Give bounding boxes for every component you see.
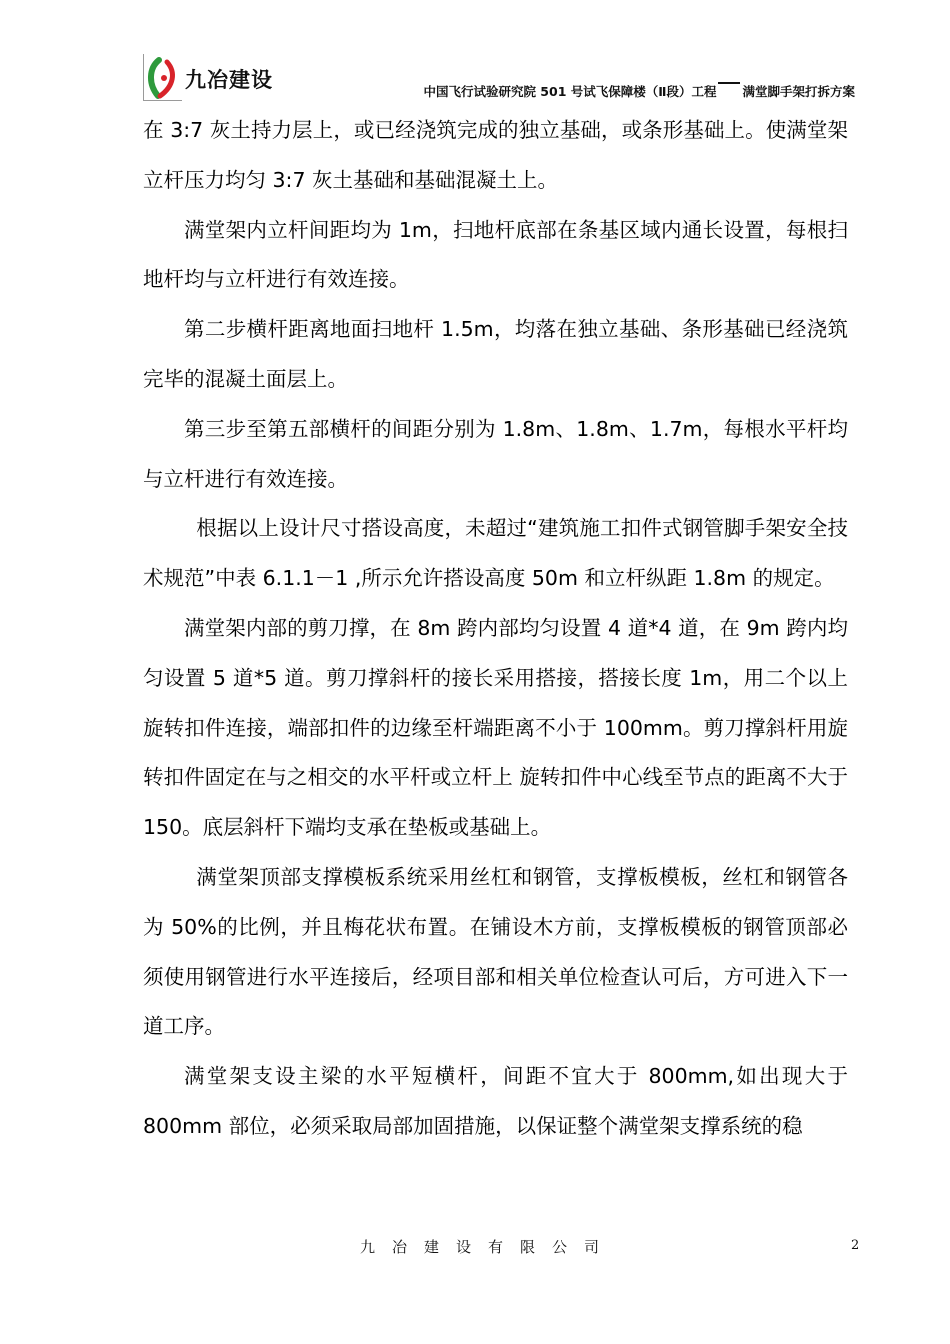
paragraph-6: 满堂架内部的剪刀撑，在 8m 跨内部均匀设置 4 道*4 道，在 9m 跨内均匀设置 5 道*5 道。剪刀撑斜杆的接长采用搭接，搭接长度 1m，用二个以上旋转扣件连接，端部扣件的边缘至杆端距离不小于 100mm。剪刀撑斜杆用旋转扣件固定在与之相交的水平杆或立杆上 旋转扣件中心线至节点的距离不大于 150。底层斜杆下端均支承在垫板或基础上。 <box>143 615 848 840</box>
title-dash <box>718 82 740 84</box>
paragraph-7: 满堂架顶部支撑模板系统采用丝杠和钢管，支撑板模板，丝杠和钢管各为 50%的比例，并且梅花状布置。在铺设木方前，支撑板模板的钢管顶部必须使用钢管进行水平连接后，经项目部和相关单位检查认可后，方可进入下一道工序。 <box>143 864 848 1039</box>
logo-text: 九冶建设 <box>185 68 273 92</box>
project-name: 中国飞行试验研究院 501 号试飞保障楼（Ⅱ段）工程 <box>423 84 717 99</box>
paragraph-3: 第二步横杆距离地面扫地杆 1.5m，均落在独立基础、条形基础已经浇筑完毕的混凝土面层上。 <box>143 317 848 391</box>
page-number: 2 <box>851 1238 860 1253</box>
paragraph-1: 在 3:7 灰土持力层上，或已经浇筑完成的独立基础，或条形基础上。使满堂架立杆压力均匀 3:7 灰土基础和基础混凝土上。 <box>143 118 848 192</box>
paragraph-5: 根据以上设计尺寸搭设高度，未超过“建筑施工扣件式钢管脚手架安全技术规范”中表 6.1.1－1 ,所示允许搭设高度 50m 和立杆纵距 1.8m 的规定。 <box>143 516 848 591</box>
page-header <box>143 52 855 102</box>
document-body <box>143 106 848 1152</box>
plan-name: 满堂脚手架打拆方案 <box>742 84 855 99</box>
page-footer <box>0 1236 950 1260</box>
logo-swoosh-icon <box>143 54 182 101</box>
company-logo <box>143 52 283 102</box>
paragraph-4: 第三步至第五部横杆的间距分别为 1.8m、1.8m、1.7m，每根水平杆均与立杆进行有效连接。 <box>143 416 848 491</box>
document-title <box>423 82 855 100</box>
paragraph-2: 满堂架内立杆间距均为 1m，扫地杆底部在条基区域内通长设置，每根扫地杆均与立杆进行有效连接。 <box>143 217 848 292</box>
paragraph-8: 满堂架支设主梁的水平短横杆，间距不宜大于 800mm,如出现大于 800mm 部位，必须采取局部加固措施，以保证整个满堂架支撑系统的稳 <box>143 1064 848 1138</box>
footer-company: 九冶建设有限公司 <box>360 1238 617 1256</box>
